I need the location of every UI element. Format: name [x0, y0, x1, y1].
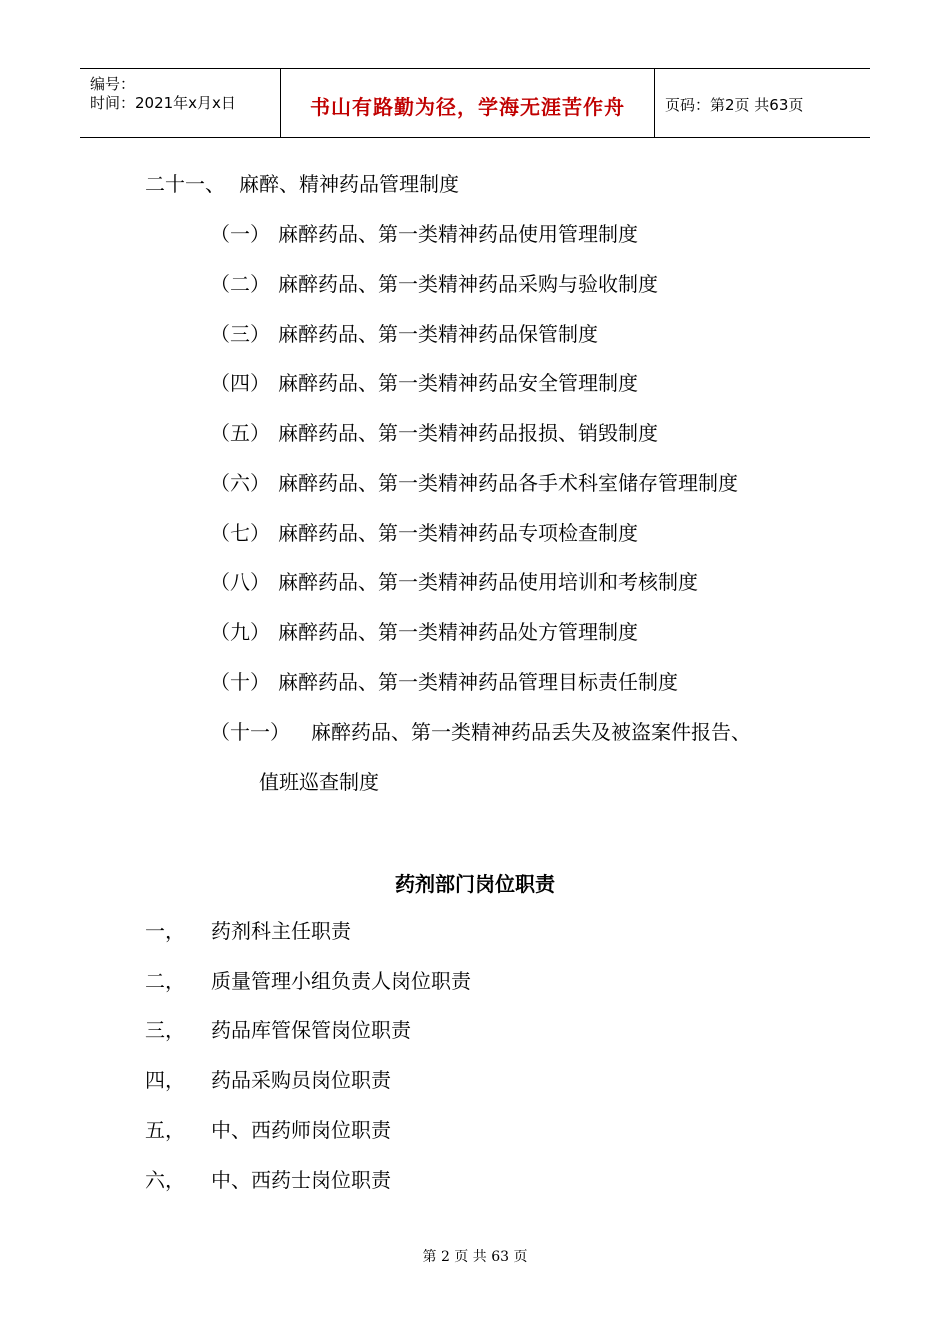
- list-item: （五） 麻醉药品、第一类精神药品报损、销毁制度: [210, 421, 658, 445]
- section-number: 二十一、: [145, 172, 225, 196]
- doc-code-label: 编号：: [90, 75, 136, 93]
- list-item: 四， 药品采购员岗位职责: [145, 1068, 391, 1092]
- list-item: （三） 麻醉药品、第一类精神药品保管制度: [210, 322, 598, 346]
- header-page-info: 页码：第2页 共63页: [665, 96, 804, 114]
- list-item: （十） 麻醉药品、第一类精神药品管理目标责任制度: [210, 670, 678, 694]
- list-item: （六） 麻醉药品、第一类精神药品各手术科室储存管理制度: [210, 471, 738, 495]
- section-heading: [145, 172, 459, 196]
- list-item: 五， 中、西药师岗位职责: [145, 1118, 391, 1142]
- page-footer: 第 2 页 共 63 页: [422, 1249, 528, 1265]
- list-item: （一） 麻醉药品、第一类精神药品使用管理制度: [210, 222, 638, 246]
- doc-date-label: 时间：2021年x月x日: [90, 94, 236, 112]
- header-meta-cell: [80, 69, 281, 137]
- header-page-cell: [655, 69, 870, 137]
- header-motto: 书山有路勤为径，学海无涯苦作舟: [310, 95, 625, 119]
- list-item: （七） 麻醉药品、第一类精神药品专项检查制度: [210, 521, 638, 545]
- header-motto-cell: [281, 69, 655, 137]
- list-item: （十一） 麻醉药品、第一类精神药品丢失及被盗案件报告、: [210, 720, 751, 744]
- list-item: （九） 麻醉药品、第一类精神药品处方管理制度: [210, 620, 638, 644]
- list-item: 六， 中、西药士岗位职责: [145, 1168, 391, 1192]
- duties-title: 药剂部门岗位职责: [395, 872, 555, 896]
- list-item: （二） 麻醉药品、第一类精神药品采购与验收制度: [210, 272, 658, 296]
- list-item: 一， 药剂科主任职责: [145, 919, 351, 943]
- page-header: [80, 68, 870, 138]
- list-item: 二， 质量管理小组负责人岗位职责: [145, 969, 471, 993]
- list-item: （四） 麻醉药品、第一类精神药品安全管理制度: [210, 371, 638, 395]
- list-item: 三， 药品库管保管岗位职责: [145, 1018, 411, 1042]
- section-title: 麻醉、精神药品管理制度: [239, 172, 459, 196]
- list-item: （八） 麻醉药品、第一类精神药品使用培训和考核制度: [210, 570, 698, 594]
- list-item-continuation: 值班巡查制度: [259, 770, 379, 794]
